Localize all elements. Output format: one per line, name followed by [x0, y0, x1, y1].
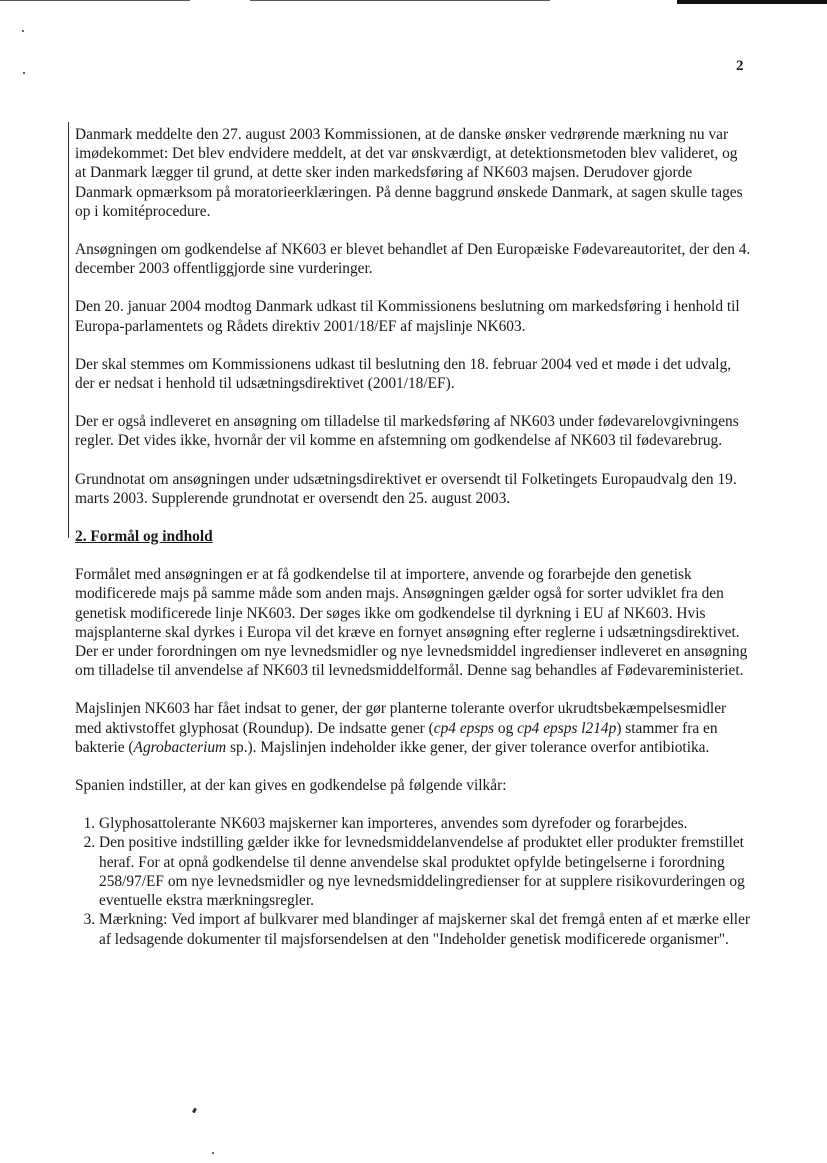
condition-item: 1. Glyphosattolerante NK603 majskerner kan importeres, anvendes som dyrefoder og forarbejdes. [99, 814, 751, 833]
condition-item: 3. Mærkning: Ved import af bulkvarer med blandinger af majskerner skal det fremgå enten af et mærke eller af ledsagende dokumenter til majsforsendelsen at den "Indeholder genetisk modificerede organismer". [99, 910, 751, 948]
scan-speck [23, 72, 25, 74]
condition-item: 2. Den positive indstilling gælder ikke for levnedsmiddelanvendelse af produktet eller produkter fremstillet heraf. For at opnå godkendelse til denne anvendelse skal produktet opfylde betingelserne i forordning 258/97/EF om nye levnedsmidler og nye levnedsmiddelingredienser for at supplere risikovurderingen og eventuelle ekstra mærkningsregler. [99, 833, 751, 910]
paragraph-3: Den 20. januar 2004 modtog Danmark udkast til Kommissionens beslutning om markedsføring i henhold til Europa-parlamentets og Rådets direktiv 2001/18/EF af majslinje NK603. [75, 298, 740, 335]
gene-name-1: cp4 epsps [433, 719, 495, 737]
scan-speck [22, 30, 24, 32]
document-body [75, 125, 751, 949]
bacterium-name: Agrobacterium [133, 738, 227, 756]
gene-name-2: cp4 epsps l214p [517, 719, 617, 737]
paragraph-4: Der skal stemmes om Kommissionens udkast til beslutning den 18. februar 2004 ved et møde i det udvalg, der er nedsat i henhold til udsætningsdirektivet (2001/18/EF). [75, 355, 732, 393]
conditions-list [75, 814, 751, 948]
conditions-intro: Spanien indstiller, at der kan gives en godkendelse på følgende vilkår: [75, 777, 507, 795]
section-body-1: Formålet med ansøgningen er at få godkendelse til at importere, anvende og forarbejde den genetisk modificerede majs på samme måde som anden majs. Ansøgningen gælder også for sorter udviklet fra den genetisk modificerede linje NK603. Der søges ikke om godkendelse til dyrkning i EU af NK603. Hvis majsplanterne skal dyrkes i Europa vil det kræve en fornyet ansøgning efter reglerne i udsætningsdirektivet. Der er under forordningen om nye levnedsmidler og nye levnedsmiddel ingredienser indleveret en ansøgning om tilladelse til anvendelse af NK603 til levnedsmiddelformål. Denne sag behandles af Fødevareministeriet. [75, 566, 748, 680]
scan-top-edge [0, 0, 827, 3]
scan-speck [192, 1108, 197, 1114]
section-body-2: Majslinjen NK603 har fået indsat to gener, der gør planterne tolerante overfor ukrudtsbekæmpelsesmidler med aktivstoffet glyphosat (Roundup). De indsatte gener (cp4 epsps og cp4 epsps l214p) stammer fra en bakterie (Agrobacterium sp.). Majslinjen indeholder ikke gener, der giver tolerance overfor antibiotika. [75, 700, 727, 756]
paragraph-2: Ansøgningen om godkendelse af NK603 er blevet behandlet af Den Europæiske Fødevareautoritet, der den 4. december 2003 offentliggjorde sine vurderinger. [75, 241, 751, 278]
paragraph-6: Grundnotat om ansøgningen under udsætningsdirektivet er oversendt til Folketingets Europaudvalg den 19. marts 2003. Supplerende grundnotat er oversendt den 25. august 2003. [75, 470, 737, 507]
page-number: 2 [736, 58, 744, 74]
paragraph-1: Danmark meddelte den 27. august 2003 Kommissionen, at de danske ønsker vedrørende mærkning nu var imødekommet: Det blev endvidere meddelt, at det var ønskværdigt, at detektionsmetoden blev valideret, og at Danmark lægger til grund, at dette sker inden markedsføring af NK603 majsen. Derudover gjorde Danmark opmærksom på moratorieerklæringen. På denne baggrund ønskede Danmark, at sagen skulle tages op i komitéprocedure. [75, 126, 743, 220]
margin-change-bar [68, 122, 69, 538]
paragraph-5: Der er også indleveret en ansøgning om tilladelse til markedsføring af NK603 under fødevarelovgivningens regler. Det vides ikke, hvornår der vil komme en afstemning om godkendelse af NK603 til fødevarebrug. [75, 413, 739, 450]
scan-speck [212, 1152, 214, 1154]
section-heading: 2. Formål og indhold [75, 528, 213, 546]
